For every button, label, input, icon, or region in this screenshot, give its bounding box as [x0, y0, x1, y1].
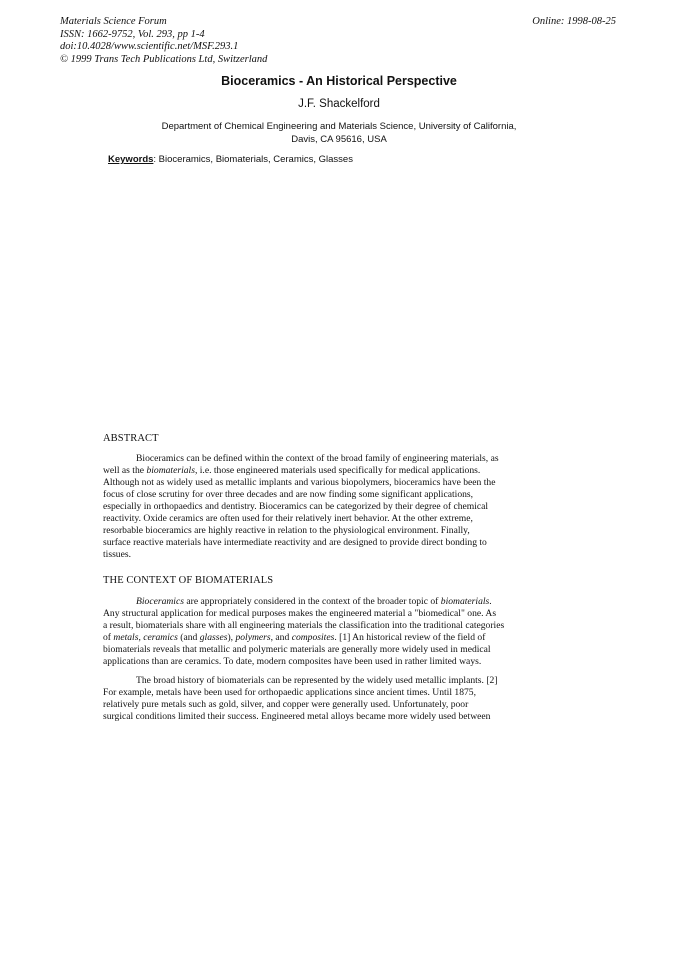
journal-header: [60, 16, 267, 66]
context-para2-line: relatively pure metals such as gold, silver, and copper were generally used. Unfortunately, poor: [103, 699, 469, 710]
context-para2-line: surgical conditions limited their success. Engineered metal alloys became more widely used between: [103, 711, 491, 722]
keywords-label: Keywords: [108, 154, 154, 165]
keywords: [108, 154, 353, 165]
online-date: Online: 1998-08-25: [532, 16, 616, 27]
affiliation-line-1: Department of Chemical Engineering and Materials Science, University of California,: [161, 121, 517, 132]
abstract-line: especially in orthopaedics and dentistry. Bioceramics can be categorized by their degree of chemical: [103, 501, 489, 512]
context-para1-line: biomaterials reveals that metallic and polymeric materials are generally more widely used in medical: [103, 644, 491, 655]
context-para1-line: applications than are ceramics. To date, modern composites have been used in rather limited ways.: [103, 656, 482, 667]
abstract-line: surface reactive materials have intermediate reactivity and are designed to provide direct bonding to: [103, 537, 487, 548]
issn-line: ISSN: 1662-9752, Vol. 293, pp 1-4: [60, 28, 205, 40]
paper-title: Bioceramics - An Historical Perspective: [221, 74, 457, 88]
paper-author: J.F. Shackelford: [298, 98, 380, 110]
abstract-line: Bioceramics can be defined within the context of the broad family of engineering materials, as: [136, 453, 499, 464]
context-para1-line: Bioceramics are appropriately considered in the context of the broader topic of biomaterials.: [136, 596, 492, 607]
context-para1-line: of metals, ceramics (and glasses), polymers, and composites. [1] An historical review of the field of: [103, 632, 486, 643]
context-heading: THE CONTEXT OF BIOMATERIALS: [103, 575, 274, 586]
abstract-line: resorbable bioceramics are highly reactive in relation to the physiological environment. Finally,: [103, 525, 470, 536]
doi-line: doi:10.4028/www.scientific.net/MSF.293.1: [60, 41, 239, 53]
journal-name: Materials Science Forum: [60, 16, 167, 27]
context-para1-line: a result, biomaterials share with all engineering materials the classification into the traditional categories: [103, 620, 505, 631]
context-para2-line: For example, metals have been used for orthopaedic applications since ancient times. Until 1875,: [103, 687, 476, 698]
keywords-text: : Bioceramics, Biomaterials, Ceramics, Glasses: [153, 154, 353, 165]
affiliation: [0, 121, 678, 146]
context-para2-line: The broad history of biomaterials can be represented by the widely used metallic implants. [2]: [136, 675, 498, 686]
abstract-line: Although not as widely used as metallic implants and various biopolymers, bioceramics have been the: [103, 477, 496, 488]
affiliation-line-2: Davis, CA 95616, USA: [291, 133, 387, 145]
abstract-line: focus of close scrutiny for over three decades and are now finding some significant applications,: [103, 489, 474, 500]
abstract-line: tissues.: [103, 549, 131, 560]
abstract-line: reactivity. Oxide ceramics are often used for their relatively inert behavior. At the other extreme,: [103, 513, 473, 524]
context-para1-line: Any structural application for medical purposes makes the engineered material a "biomedical" one. As: [103, 608, 497, 619]
copyright-line: © 1999 Trans Tech Publications Ltd, Switzerland: [60, 53, 268, 65]
abstract-line: well as the biomaterials, i.e. those engineered materials used specifically for medical applications.: [103, 465, 481, 476]
abstract-heading: ABSTRACT: [103, 433, 159, 444]
